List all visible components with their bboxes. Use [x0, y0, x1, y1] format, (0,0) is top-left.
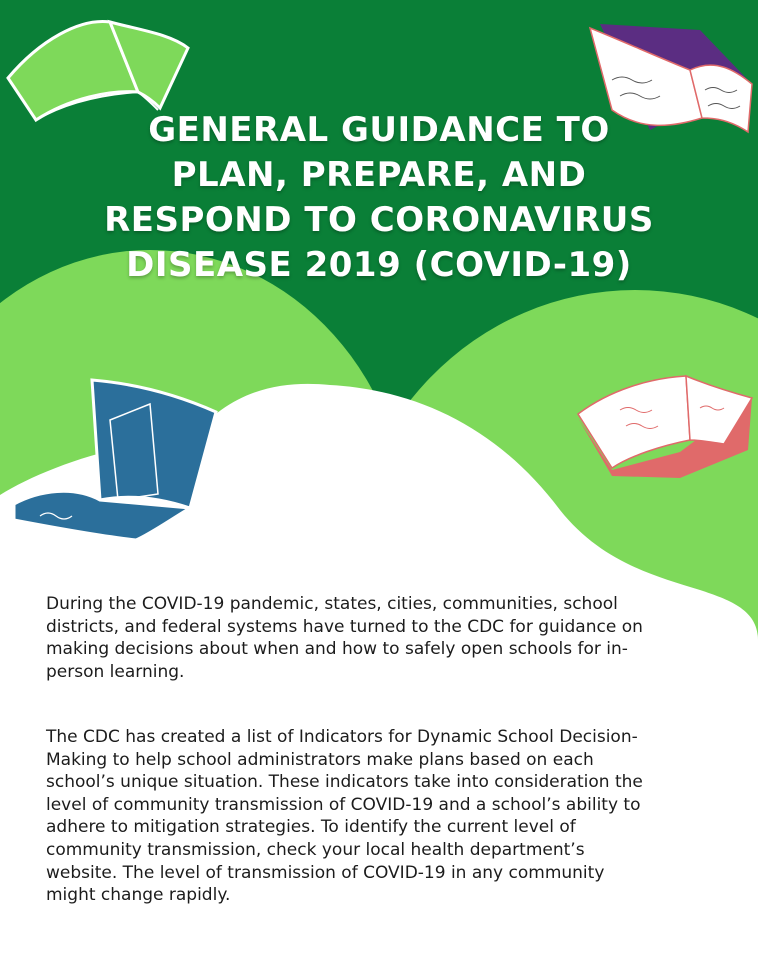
indicators-line-7: website. The level of transmission of COVID-19 in any community	[46, 862, 605, 883]
indicators-line-6: community transmission, check your local health department’s	[46, 839, 585, 860]
page-title	[60, 108, 698, 288]
indicators-line-3: school’s unique situation. These indicators take into consideration the	[46, 772, 643, 793]
indicators-line-5: adhere to mitigation strategies. To identify the current level of	[46, 817, 576, 838]
intro-line-2: districts, and federal systems have turned to the CDC for guidance on	[46, 616, 643, 637]
indicators-line-1: The CDC has created a list of Indicators for Dynamic School Decision-	[46, 727, 638, 747]
indicators-line-2: Making to help school administrators make plans based on each	[46, 749, 594, 770]
indicators-line-4: level of community transmission of COVID-19 and a school’s ability to	[46, 794, 641, 815]
intro-line-4: person learning.	[46, 661, 185, 682]
indicators-line-8: might change rapidly.	[46, 885, 231, 906]
title-line-2: PLAN, PREPARE, AND	[171, 155, 587, 195]
indicators-paragraph	[46, 726, 716, 907]
title-line-4: DISEASE 2019 (COVID-19)	[126, 245, 632, 285]
intro-line-1: During the COVID-19 pandemic, states, cities, communities, school	[46, 594, 618, 614]
title-line-3: RESPOND TO CORONAVIRUS	[104, 200, 654, 240]
title-line-1: GENERAL GUIDANCE TO	[148, 110, 610, 150]
intro-line-3: making decisions about when and how to safely open schools for in-	[46, 639, 628, 660]
intro-paragraph	[46, 593, 716, 683]
